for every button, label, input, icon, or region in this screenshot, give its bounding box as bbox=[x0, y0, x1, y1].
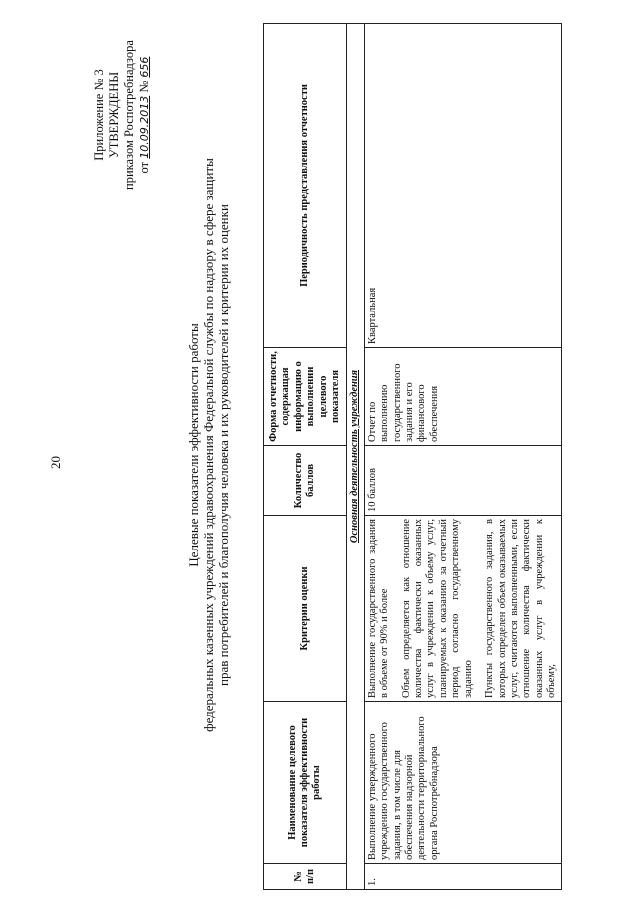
appendix-label: Приложение № 3 bbox=[92, 69, 106, 161]
header-points: Количество баллов bbox=[264, 446, 347, 516]
criteria-paragraph: Пункты государственного задания, в которых определен объем оказываемых услуг, считаются выполненными, если отношение количества фактически оказанных услуг в учреждении к объему, bbox=[484, 519, 558, 698]
section-row bbox=[347, 24, 364, 890]
handwritten-date: 10.09.2013 bbox=[138, 95, 151, 159]
criteria-paragraph: Выполнение государственного задания в объеме от 90% и более bbox=[366, 519, 391, 698]
table-header-row bbox=[264, 24, 347, 890]
criteria-paragraph: Объем определяется как отношение количества фактически оказанных услуг в учреждении к объему услуг, планируемых к оказанию за отчетный период согласно государственному заданию bbox=[400, 519, 474, 698]
header-name: Наименование целевого показателя эффективности работы bbox=[264, 702, 347, 864]
indicators-table bbox=[263, 23, 562, 890]
header-num: № п/п bbox=[264, 864, 347, 890]
title-line-1: Целевые показатели эффективности работы bbox=[186, 323, 201, 567]
section-title: Основная деятельность учреждения bbox=[349, 369, 361, 544]
row-form: Отчет по выполнению государственного задания и его финансового обеспечения bbox=[364, 348, 561, 446]
table-row bbox=[364, 24, 561, 890]
header-criteria: Критерии оценки bbox=[264, 516, 347, 702]
order-label: приказом Роспотребнадзора bbox=[122, 40, 136, 190]
row-num: 1. bbox=[364, 864, 561, 890]
approval-block bbox=[92, 15, 152, 215]
handwritten-number: 656 bbox=[138, 56, 151, 78]
row-points: 10 баллов bbox=[364, 446, 561, 516]
row-criteria bbox=[364, 516, 561, 702]
row-period: Квартальная bbox=[364, 24, 561, 348]
header-form: Форма отчетности, содержащая информацию о выполнении целевого показателя bbox=[264, 348, 347, 446]
row-name: Выполнение утвержденного учреждению государственного задания, в том числе для обеспечения надзорной деятельности территориального органа Роспотребнадзора bbox=[364, 702, 561, 864]
title-line-3: прав потребителей и благополучия человека и их руководителей и критерии их оценки bbox=[216, 204, 231, 686]
order-date-number: от 10.09.2013 № 656 bbox=[137, 56, 151, 174]
document-title bbox=[186, 55, 231, 835]
title-line-2: федеральных казенных учреждений здравоохранения Федеральной службы по надзору в сфере защиты bbox=[201, 158, 216, 732]
approved-label: УТВЕРЖДЕНЫ bbox=[107, 71, 121, 159]
header-period: Периодичность представления отчетности bbox=[264, 24, 347, 348]
page-number: 20 bbox=[48, 456, 63, 469]
